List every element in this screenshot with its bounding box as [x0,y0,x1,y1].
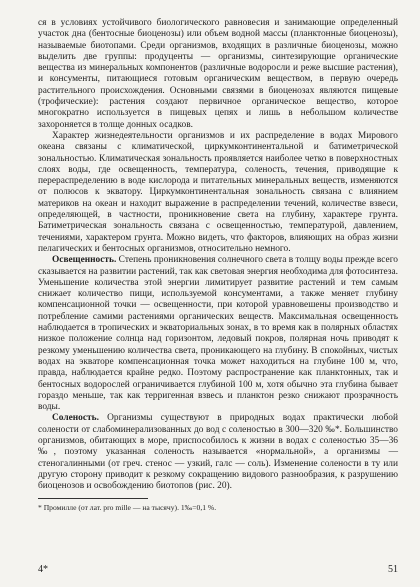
paragraph-text: Организмы существуют в природных водах практически любой солености от слабоминерализованных до вод с соленостью в 300—320 ‰*. Большинство организмов, обитающих в море, приспособилось к жизни в водах с соленостью 35—36 ‰, поэтому указанная соленость называется «нормальной», а организмы — стеногалинными (от греч. стенос — узкий, галс — соль). Изменение солености в ту или другую сторону приводит к резкому сокращению видового разнообразия, к разрушению биоценозов и освобождению биотопов (рис. 20). [38,413,398,492]
footnote: * Промилле (от лат. pro mille — на тысячу). 1‰=0,1 %. [38,503,217,513]
body-text [38,18,398,492]
signature-mark: 4* [38,564,48,575]
paragraph-continuation [38,18,398,131]
page-footer [38,564,398,575]
footnote-divider [38,498,148,499]
paragraph-text: Степень проникновения солнечного света в толщу воды прежде всего сказывается на развитии растений, так как световая энергия необходима для фотосинтеза. Уменьшение количества этой энергии лимитирует развитие растений и тем самым снижает количество пищи, используемой консументами, а также меняет глубину компенсационной точки — освещенности, при которой уравновешены производство и потребление самими растениями органических веществ. Максимальная освещенность наблюдается в тропических и экваториальных зонах, в то время как в полярных областях низкое положение солнца над горизонтом, ледовый покров, полярная ночь приводят к резкому уменьшению количества света, проникающего на глубину. В спокойных, чистых водах на экваторе компенсационная точка может находиться на глубине 100 м, что, правда, наблюдается крайне редко. Поэтому распространение как планктонных, так и бентосных водорослей ограничивается глубиной 100 м, хотя обычно эта глубина бывает гораздо меньше, так как терригенная взвесь и планктон резко снижают прозрачность воды. [38,255,398,413]
paragraph-text: Характер жизнедеятельности организмов и их распределение в водах Мирового океана связаны с климатической, циркумконтинентальной и батиметрической зональностью. Климатическая зональность проявляется наиболее четко в поверхностных слоях воды, где освещенность, температура, соленость, течения, приводящие к перераспределению в воде кислорода и питательных минеральных веществ, изменяются от полюсов к экватору. Циркумконтинентальная зональность связана с влиянием материков на океан и находит выражение в распределении течений, количестве взвеси, определяющей, в частности, проникновение света на глубину, характере грунта. Батиметрическая зональность связана с освещенностью, температурой, давлением, течениями, характером грунта. Можно видеть, что факторов, влияющих на образ жизни пелагических и бентосных организмов, относительно немного. [38,130,398,254]
paragraph-salinity [38,413,398,492]
paragraph-illumination [38,255,398,413]
paragraph-heading: Освещенность. [52,255,117,266]
page-number: 51 [388,564,398,575]
paragraph-text: ся в условиях устойчивого биологического равновесия и занимающие определенный участок дна (бентосные биоценозы) или объем водной массы (планктонные биоценозы), называемые биотопами. Среди организмов, входящих в различные биоценозы, можно выделить две группы: продуценты — организмы, синтезирующие органические вещества из минеральных компонентов (различные водоросли и реже высшие растения), и консументы, питающиеся готовым органическим веществом, в первую очередь растительного происхождения. Основными связями в биоценозах являются пищевые (трофические): растения создают первичное органическое вещество, которое многократно используется в пищевых цепях и лишь в небольшом количестве захороняется в толще донных осадков. [38,18,398,130]
paragraph-zonality [38,131,398,255]
paragraph-heading: Соленость. [52,413,99,424]
